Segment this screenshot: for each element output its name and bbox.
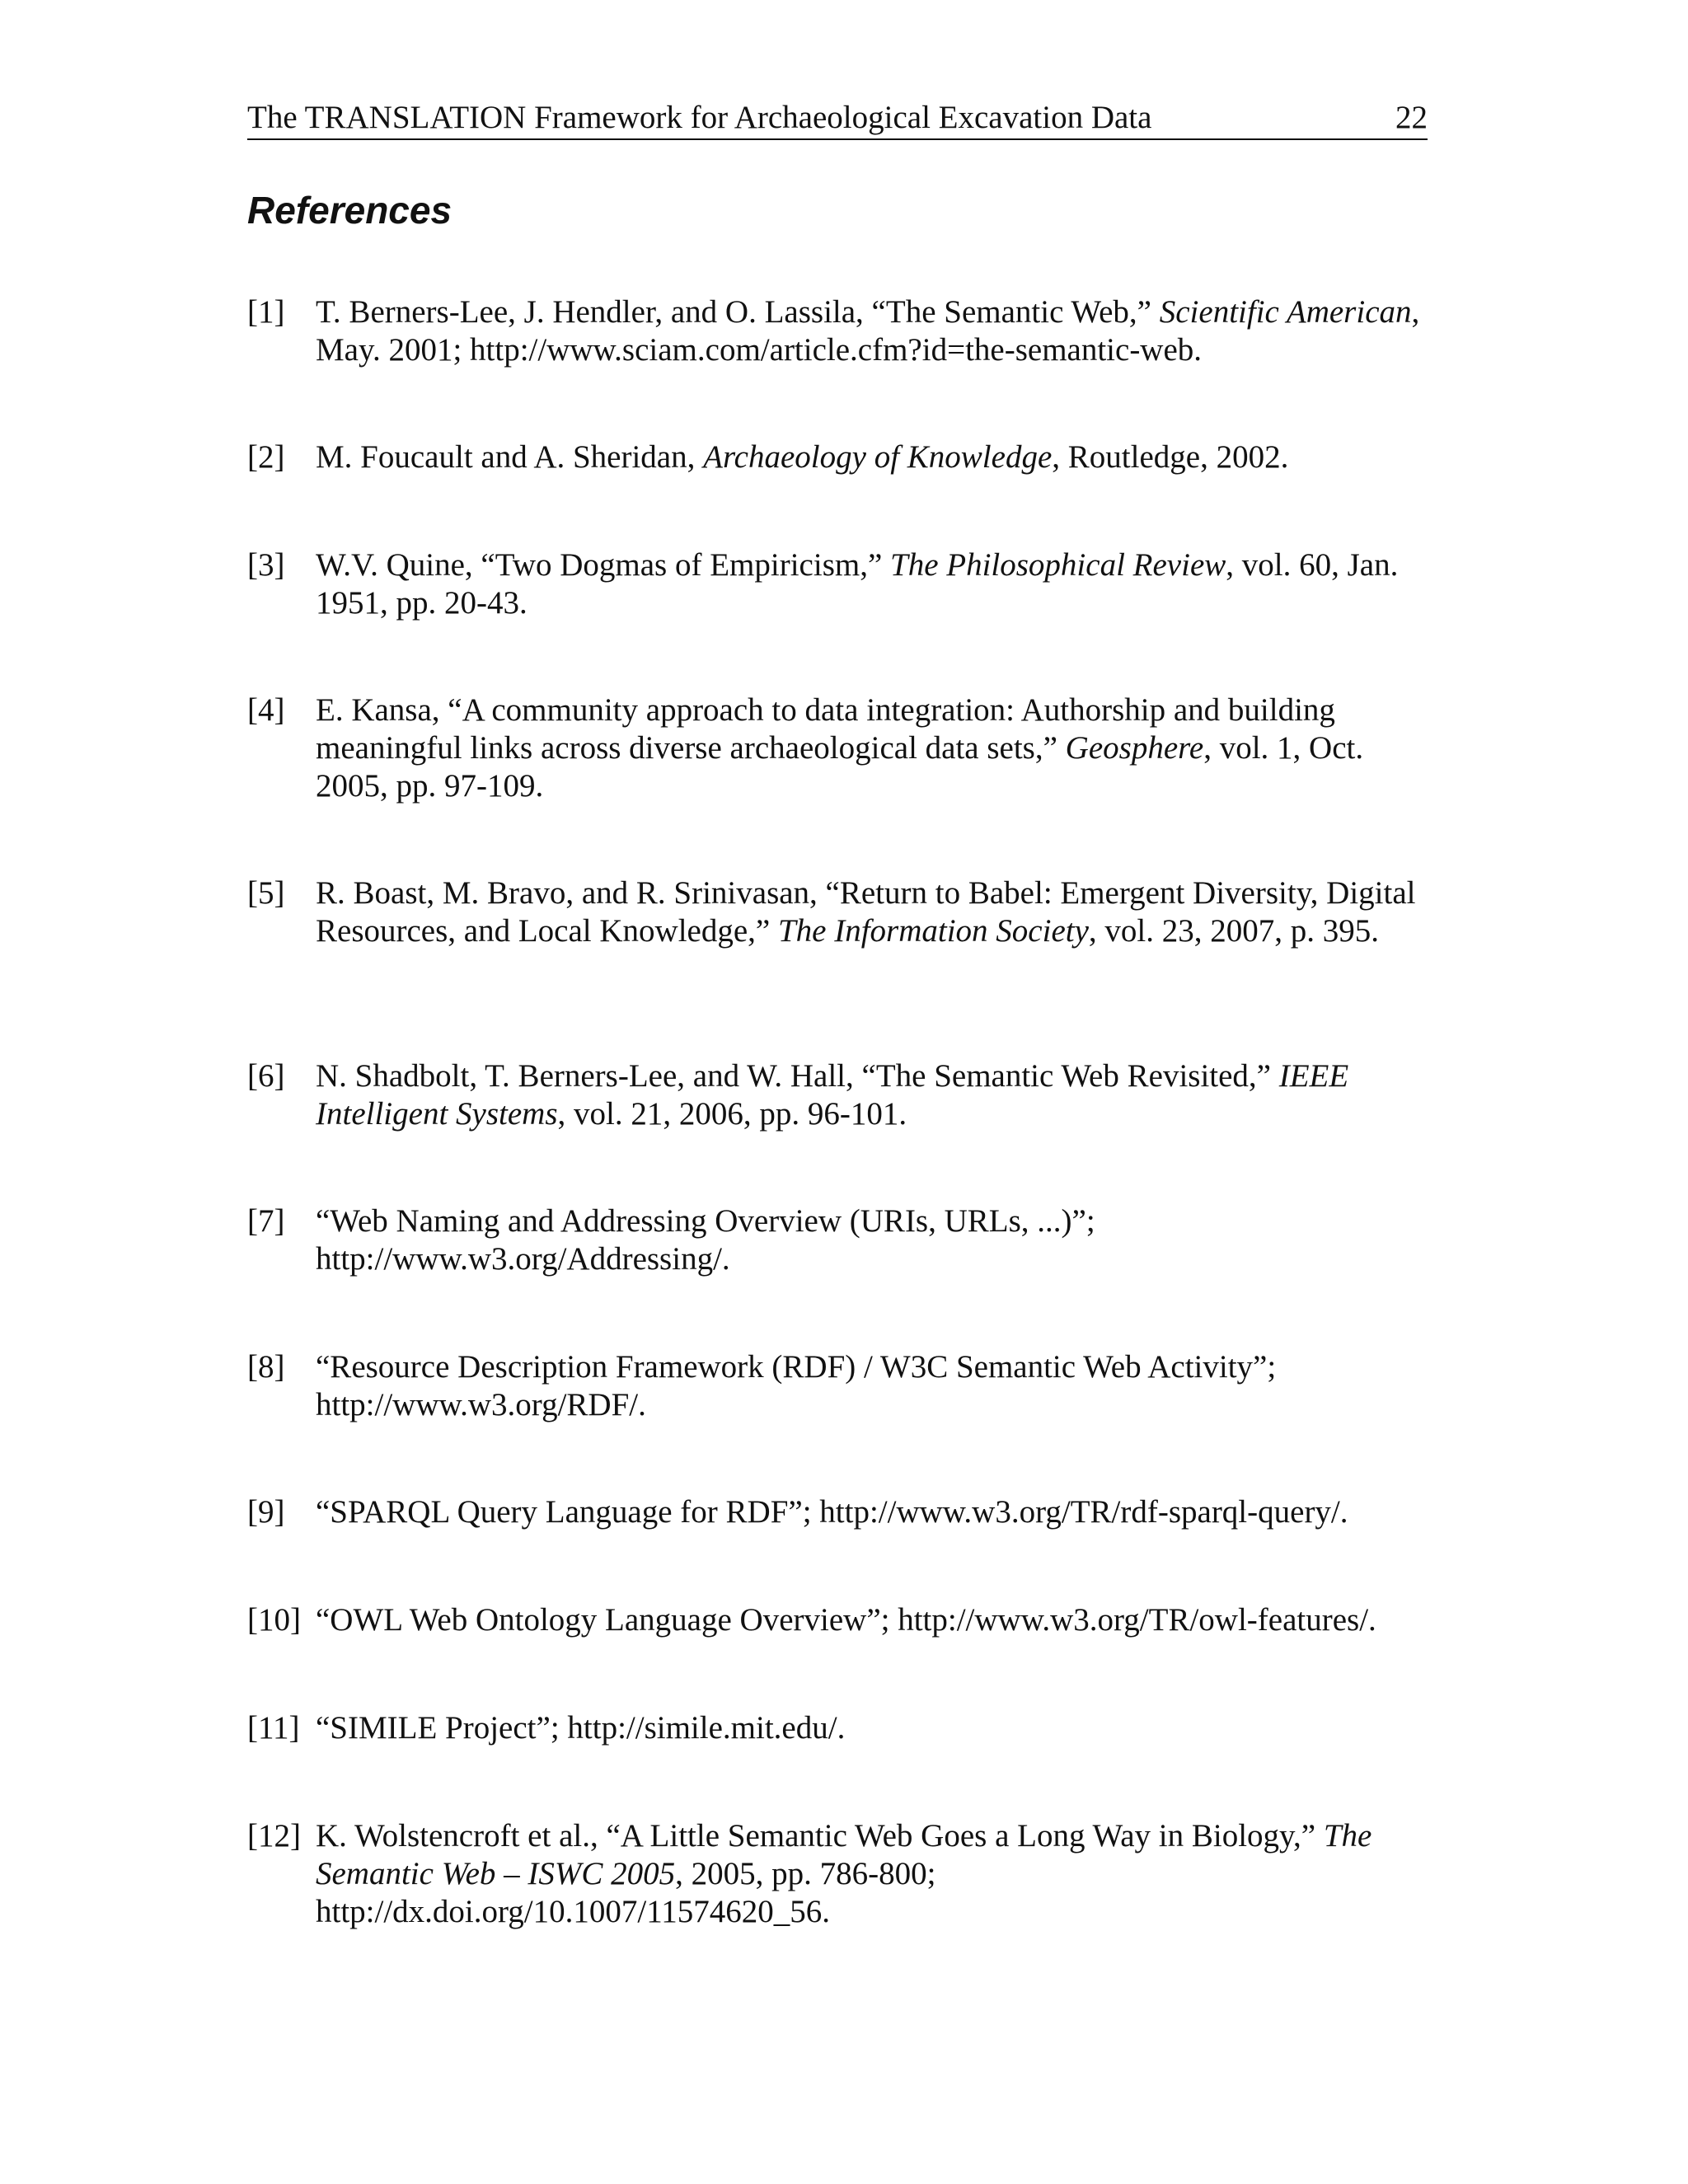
reference-rest: , 2005, pp. 786-800; http://dx.doi.org/10.1007/11574620_56. xyxy=(316,1856,936,1929)
reference-entry xyxy=(247,438,1442,476)
reference-text xyxy=(316,1817,1442,1931)
reference-entry xyxy=(247,1493,1442,1531)
reference-number: [4] xyxy=(247,692,285,728)
reference-rest: , vol. 60, Jan. 1951, pp. 20-43. xyxy=(316,547,1399,621)
reference-rest: , May. 2001; http://www.sciam.com/article.cfm?id=the-semantic-web. xyxy=(316,294,1420,368)
reference-main-text: “Resource Description Framework (RDF) / W3C Semantic Web Activity”; http://www.w3.org/RDF/. xyxy=(316,1349,1277,1422)
reference-entry xyxy=(247,1817,1442,1931)
reference-entry xyxy=(247,293,1442,369)
reference-number: [6] xyxy=(247,1058,285,1094)
reference-number: [1] xyxy=(247,294,285,330)
reference-main-text: “Web Naming and Addressing Overview (URIs, URLs, ...)”; http://www.w3.org/Addressing/. xyxy=(316,1203,1095,1277)
reference-main-text: N. Shadbolt, T. Berners-Lee, and W. Hall, “The Semantic Web Revisited,” xyxy=(316,1058,1279,1094)
reference-number: [9] xyxy=(247,1494,285,1530)
reference-text xyxy=(316,1601,1442,1639)
reference-entry xyxy=(247,546,1442,622)
reference-main-text: R. Boast, M. Bravo, and R. Srinivasan, “Return to Babel: Emergent Diversity, Digital Resources, and Local Knowledge,” xyxy=(316,875,1416,949)
reference-text xyxy=(316,1348,1442,1424)
reference-number: [12] xyxy=(247,1818,301,1854)
reference-venue: IEEE Intelligent Systems xyxy=(316,1058,1349,1132)
reference-text xyxy=(316,546,1442,622)
reference-entry xyxy=(247,874,1442,950)
reference-venue: The Semantic Web – ISWC 2005 xyxy=(316,1818,1372,1891)
reference-entry xyxy=(247,1709,1442,1747)
reference-rest: , vol. 23, 2007, p. 395. xyxy=(1088,913,1379,949)
reference-text xyxy=(316,1057,1442,1133)
reference-text xyxy=(316,874,1442,950)
reference-venue: Geosphere xyxy=(1065,730,1204,766)
reference-number: [3] xyxy=(247,547,285,583)
reference-main-text: K. Wolstencroft et al., “A Little Semantic Web Goes a Long Way in Biology,” xyxy=(316,1818,1324,1854)
reference-rest: , vol. 1, Oct. 2005, pp. 97-109. xyxy=(316,730,1364,804)
reference-text xyxy=(316,438,1442,476)
reference-entry xyxy=(247,691,1442,805)
page-number: 22 xyxy=(1395,100,1428,135)
reference-rest: , vol. 21, 2006, pp. 96-101. xyxy=(557,1096,907,1132)
reference-entry xyxy=(247,1057,1442,1133)
reference-main-text: M. Foucault and A. Sheridan, xyxy=(316,439,704,475)
reference-text xyxy=(316,1493,1442,1531)
reference-main-text: E. Kansa, “A community approach to data integration: Authorship and building meaningful links across diverse archaeological data sets,” xyxy=(316,692,1335,766)
running-header xyxy=(247,97,1428,140)
reference-number: [5] xyxy=(247,875,285,911)
reference-text xyxy=(316,691,1442,805)
reference-main-text: T. Berners-Lee, J. Hendler, and O. Lassila, “The Semantic Web,” xyxy=(316,294,1160,330)
references-heading: References xyxy=(247,189,452,232)
reference-number: [11] xyxy=(247,1710,300,1746)
reference-venue: Scientific American xyxy=(1159,294,1412,330)
reference-main-text: “SIMILE Project”; http://simile.mit.edu/. xyxy=(316,1710,846,1746)
reference-main-text: W.V. Quine, “Two Dogmas of Empiricism,” xyxy=(316,547,891,583)
reference-text xyxy=(316,1709,1442,1747)
reference-entry xyxy=(247,1348,1442,1424)
reference-number: [8] xyxy=(247,1349,285,1385)
reference-number: [2] xyxy=(247,439,285,475)
reference-entry xyxy=(247,1202,1442,1278)
reference-text xyxy=(316,293,1442,369)
reference-number: [10] xyxy=(247,1602,301,1638)
reference-venue: The Philosophical Review xyxy=(890,547,1226,583)
reference-main-text: “SPARQL Query Language for RDF”; http://www.w3.org/TR/rdf-sparql-query/. xyxy=(316,1494,1348,1530)
running-header-title: The TRANSLATION Framework for Archaeological Excavation Data xyxy=(247,100,1152,135)
reference-number: [7] xyxy=(247,1203,285,1239)
reference-rest: , Routledge, 2002. xyxy=(1052,439,1289,475)
reference-venue: Archaeology of Knowledge xyxy=(703,439,1053,475)
reference-main-text: “OWL Web Ontology Language Overview”; http://www.w3.org/TR/owl-features/. xyxy=(316,1602,1376,1638)
reference-entry xyxy=(247,1601,1442,1639)
reference-text xyxy=(316,1202,1442,1278)
reference-venue: The Information Society xyxy=(777,913,1089,949)
